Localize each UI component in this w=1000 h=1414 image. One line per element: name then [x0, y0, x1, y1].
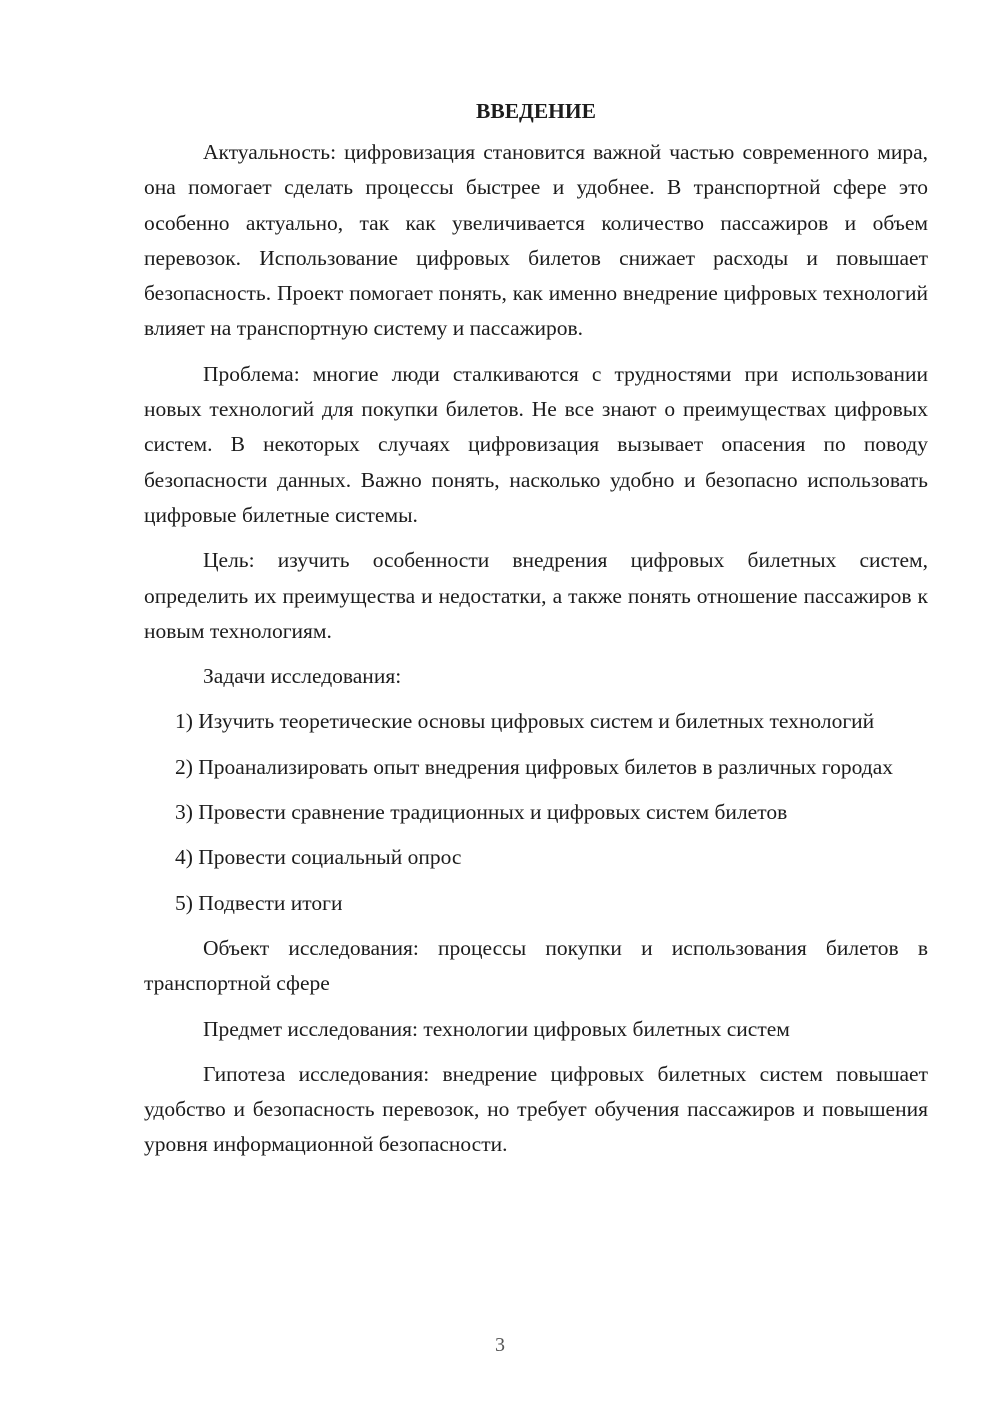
task-item: 5) Подвести итоги [175, 890, 343, 915]
page-number: 3 [495, 1334, 505, 1356]
task-item: 4) Провести социальный опрос [175, 845, 462, 870]
document-page [144, 96, 928, 1173]
paragraph-subject: Предмет исследования: технологии цифровых билетных систем [203, 1016, 790, 1041]
paragraph-relevance: Актуальность: цифровизация становится важной частью современного мира, она помогает сделать процессы быстрее и удобнее. В транспортной сфере это особенно актуально, так как увеличивается количество пассажиров и объем перевозок. Использование цифровых билетов снижает расходы и повышает безопасность. Проект помогает понять, как именно внедрение цифровых технологий влияет на транспортную систему и пассажиров. [144, 140, 928, 341]
task-item: 1) Изучить теоретические основы цифровых систем и билетных технологий [175, 709, 875, 734]
paragraph-goal: Цель: изучить особенности внедрения цифровых билетных систем, определить их преимущества и недостатки, а также понять отношение пассажиров к новым технологиям. [144, 548, 928, 643]
paragraph-hypothesis: Гипотеза исследования: внедрение цифровых билетных систем повышает удобство и безопасность перевозок, но требует обучения пассажиров и повышения уровня информационной безопасности. [144, 1061, 928, 1157]
task-list [144, 704, 928, 920]
paragraph-problem: Проблема: многие люди сталкиваются с трудностями при использовании новых технологий для покупки билетов. Не все знают о преимуществах цифровых систем. В некоторых случаях цифровизация вызывает опасения по поводу безопасности данных. Важно понять, насколько удобно и безопасно использовать цифровые билетные системы. [144, 361, 928, 527]
paragraph-object: Объект исследования: процессы покупки и использования билетов в транспортной сфере [144, 935, 928, 996]
paragraph-tasks-title: Задачи исследования: [203, 664, 402, 689]
task-item: 2) Проанализировать опыт внедрения цифровых билетов в различных городах [175, 754, 894, 779]
section-heading: ВВЕДЕНИЕ [476, 99, 596, 123]
task-item: 3) Провести сравнение традиционных и цифровых систем билетов [175, 800, 788, 825]
